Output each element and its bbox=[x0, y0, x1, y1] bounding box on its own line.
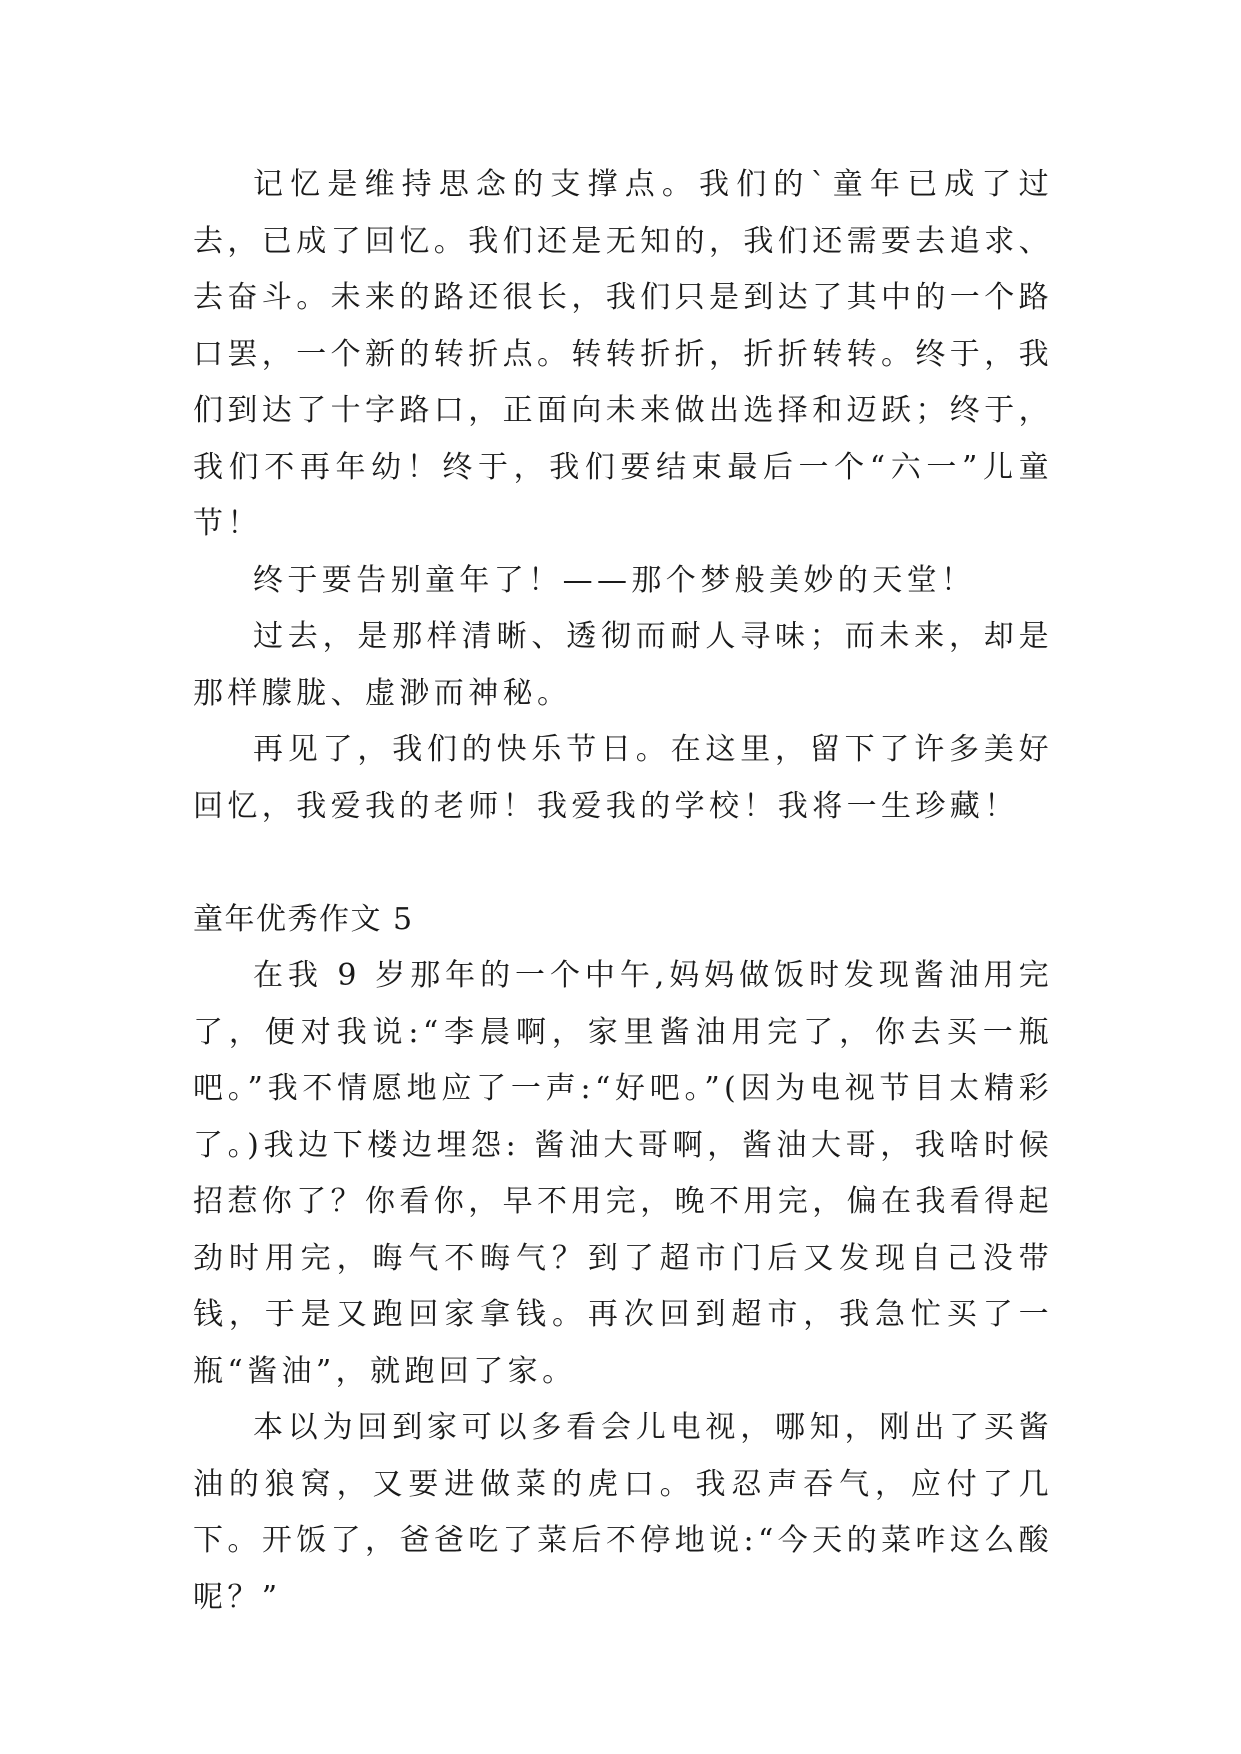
essay-heading: 童年优秀作文 5 bbox=[193, 901, 414, 937]
paragraph-memory: 记忆是维持思念的支撑点。我们的`童年已成了过去，已成了回忆。我们还是无知的，我们还需要去追求、去奋斗。未来的路还很长，我们只是到达了其中的一个路口罢，一个新的转折点。转转折折，折折转转。终于，我们到达了十字路口，正面向未来做出选择和迈跃；终于，我们不再年幼！终于，我们要结束最后一个“六一”儿童节！ bbox=[193, 167, 1053, 541]
paragraph-soy-sauce: 在我 9 岁那年的一个中午,妈妈做饭时发现酱油用完了，便对我说:“李晨啊，家里酱油用完了，你去买一瓶吧。”我不情愿地应了一声:“好吧。”(因为电视节目太精彩了。)我边下楼边埋怨: 酱油大哥啊，酱油大哥，我啥时候招惹你了？你看你，早不用完，晚不用完，偏在我看得起劲时用完，晦气不晦气？到了超市门后又发现自己没带钱，于是又跑回家拿钱。再次回到超市，我急忙买了一瓶“酱油”，就跑回了家。 bbox=[193, 958, 1053, 1389]
paragraph-goodbye: 再见了，我们的快乐节日。在这里，留下了许多美好回忆，我爱我的老师！我爱我的学校！我将一生珍藏！ bbox=[193, 732, 1053, 824]
document-body bbox=[193, 157, 1053, 1626]
paragraph-dinner: 本以为回到家可以多看会儿电视，哪知，刚出了买酱油的狼窝，又要进做菜的虎口。我忍声吞气，应付了几下。开饭了，爸爸吃了菜后不停地说:“今天的菜咋这么酸呢？” bbox=[193, 1410, 1053, 1615]
paragraph-farewell-childhood: 终于要告别童年了！——那个梦般美妙的天堂！ bbox=[253, 562, 976, 598]
paragraph-past-future: 过去，是那样清晰、透彻而耐人寻味；而未来，却是那样朦胧、虚渺而神秘。 bbox=[193, 619, 1053, 711]
